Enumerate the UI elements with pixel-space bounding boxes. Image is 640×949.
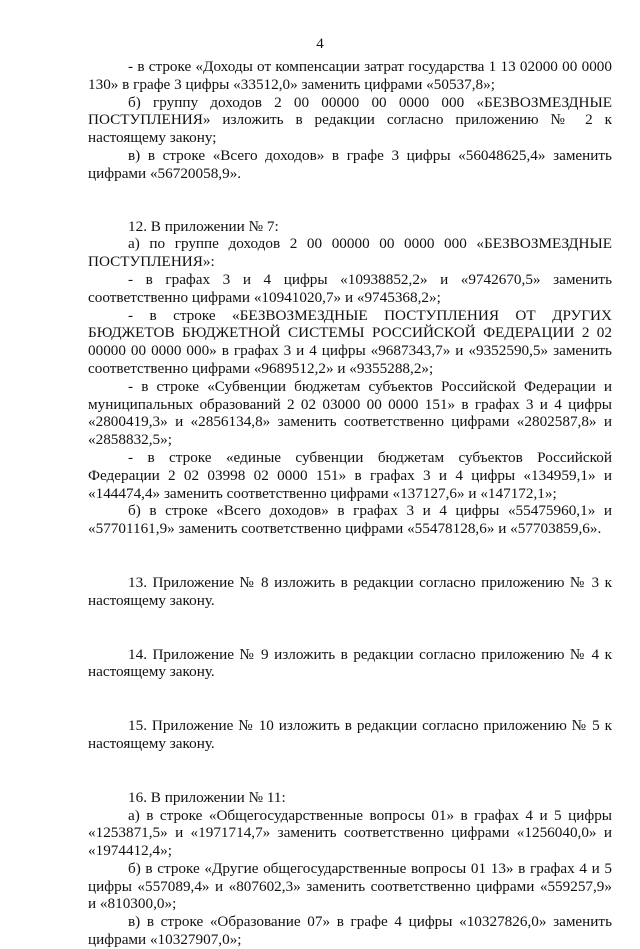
paragraph: б) в строке «Другие общегосударственные вопросы 01 13» в графах 4 и 5 цифры «557089,4» и «807602,3» заменить соответственно цифрами «559257,9» и «810300,0»; — [88, 859, 612, 913]
paragraph: в) в строке «Всего доходов» в графе 3 цифры «56048625,4» заменить цифрами «56720058,9». — [88, 146, 612, 182]
section-14: 14. Приложение № 9 изложить в редакции согласно приложению № 4 к настоящему закону. — [88, 645, 612, 681]
section-13: 13. Приложение № 8 изложить в редакции согласно приложению № 3 к настоящему закону. — [88, 573, 612, 609]
section-heading-12: 12. В приложении № 7: — [128, 217, 279, 235]
paragraph: а) по группе доходов 2 00 00000 00 0000 000 «БЕЗВОЗМЕЗДНЫЕ ПОСТУПЛЕНИЯ»: — [88, 235, 612, 271]
paragraph: - в строке «БЕЗВОЗМЕЗДНЫЕ ПОСТУПЛЕНИЯ ОТ ДРУГИХ БЮДЖЕТОВ БЮДЖЕТНОЙ СИСТЕМЫ РОССИЙСКОЙ ФЕДЕРАЦИИ 2 02 00000 00 0000 000» в графах 3 и 4 цифры «9687343,7» и «9352590,5» заменить соответственно цифрами «9689512,2» и «9355288,2»; — [88, 306, 612, 377]
paragraph: а) в строке «Общегосударственные вопросы 01» в графах 4 и 5 цифры «1253871,5» и «1971714,7» заменить соответственно цифрами «1256040,0» и «1974412,4»; — [88, 806, 612, 860]
paragraph: - в строке «единые субвенции бюджетам субъектов Российской Федерации 2 02 03998 02 0000 151» в графах 3 и 4 цифры «134959,1» и «144474,4» заменить соответственно цифрами «137127,6» и «147172,1»; — [88, 448, 612, 502]
paragraph: б) в строке «Всего доходов» в графах 3 и 4 цифры «55475960,1» и «57701161,9» заменить соответственно цифрами «55478128,6» и «57703859,6». — [88, 502, 612, 538]
paragraph: в) в строке «Образование 07» в графе 4 цифры «10327826,0» заменить цифрами «10327907,0»; — [88, 913, 612, 949]
paragraph-gap — [88, 753, 612, 789]
paragraph-gap — [88, 681, 612, 717]
paragraph-gap — [88, 183, 612, 218]
paragraph: - в графах 3 и 4 цифры «10938852,2» и «9742670,5» заменить соответственно цифрами «10941020,7» и «9745368,2»; — [88, 270, 612, 306]
paragraph-gap — [88, 610, 612, 646]
section-heading-16: 16. В приложении № 11: — [128, 788, 286, 806]
paragraph: - в строке «Доходы от компенсации затрат государства 1 13 02000 00 0000 130» в графе 3 цифры «33512,0» заменить цифрами «50537,8»; — [88, 58, 612, 93]
paragraph-gap — [88, 538, 612, 574]
document-body — [88, 58, 612, 949]
section-15: 15. Приложение № 10 изложить в редакции согласно приложению № 5 к настоящему закону. — [88, 717, 612, 752]
paragraph: - в строке «Субвенции бюджетам субъектов Российской Федерации и муниципальных образований 2 02 03000 00 0000 151» в графах 3 и 4 цифры «2800419,3» и «2856134,8» заменить соответственно цифрами «2802587,8» и «2858832,5»; — [88, 377, 612, 449]
page-number: 4 — [316, 36, 324, 52]
paragraph: б) группу доходов 2 00 00000 00 0000 000 «БЕЗВОЗМЕЗДНЫЕ ПОСТУПЛЕНИЯ» изложить в редакции согласно приложению № 2 к настоящему закону; — [88, 93, 612, 147]
